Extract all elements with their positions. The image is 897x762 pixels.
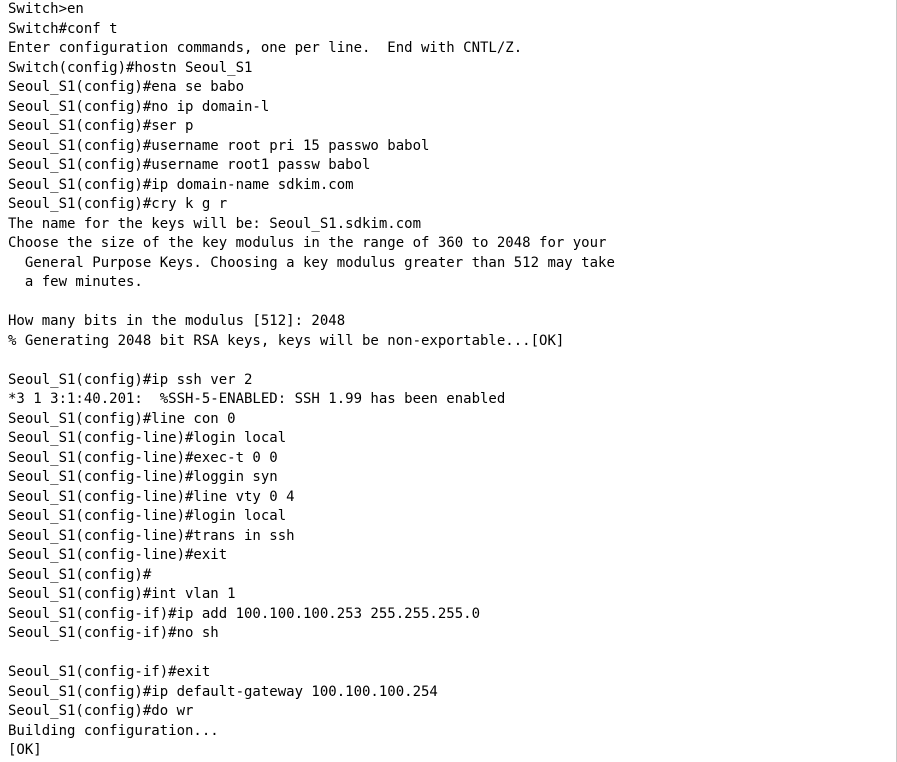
terminal-line: Seoul_S1(config-if)#exit bbox=[8, 664, 211, 680]
terminal-line: Seoul_S1(config-if)#ip add 100.100.100.253 255.255.255.0 bbox=[8, 605, 481, 622]
terminal-line: General Purpose Keys. Choosing a key modulus greater than 512 may take bbox=[8, 254, 615, 271]
terminal-line: % Generating 2048 bit RSA keys, keys will be non-exportable...[OK] bbox=[8, 332, 565, 349]
terminal-line: Seoul_S1(config)#ip ssh ver 2 bbox=[8, 371, 253, 388]
terminal-line: Enter configuration commands, one per line. End with CNTL/Z. bbox=[8, 40, 523, 56]
terminal-line: How many bits in the modulus [512]: 2048 bbox=[8, 313, 346, 329]
terminal-line: Seoul_S1(config)#line con 0 bbox=[8, 410, 236, 427]
terminal-output[interactable] bbox=[8, 0, 892, 762]
terminal-line bbox=[8, 644, 892, 664]
terminal-line: Seoul_S1(config)# bbox=[8, 566, 152, 583]
terminal-line: Seoul_S1(config)#cry k g r bbox=[8, 196, 228, 212]
terminal-line: Seoul_S1(config-if)#no sh bbox=[8, 625, 219, 641]
terminal-line: Seoul_S1(config)#ip default-gateway 100.100.100.254 bbox=[8, 683, 438, 700]
terminal-line: *3 1 3:1:40.201: %SSH-5-ENABLED: SSH 1.99 has been enabled bbox=[8, 391, 506, 407]
terminal-line: Seoul_S1(config)#ena se babo bbox=[8, 79, 245, 95]
terminal-line: Seoul_S1(config-line)#trans in ssh bbox=[8, 527, 295, 544]
terminal-line: Seoul_S1(config)#ip domain-name sdkim.com bbox=[8, 176, 354, 193]
terminal-line: Seoul_S1(config)#username root1 passw babol bbox=[8, 157, 371, 173]
terminal-line: a few minutes. bbox=[8, 274, 143, 290]
terminal-line: The name for the keys will be: Seoul_S1.sdkim.com bbox=[8, 215, 422, 232]
terminal-line: Seoul_S1(config)#no ip domain-l bbox=[8, 98, 270, 115]
terminal-line: Seoul_S1(config)#username root pri 15 passwo babol bbox=[8, 137, 430, 154]
terminal-line: Seoul_S1(config)#do wr bbox=[8, 703, 194, 719]
terminal-line bbox=[8, 293, 892, 313]
terminal-line: Seoul_S1(config-line)#login local bbox=[8, 430, 287, 446]
terminal-line: Seoul_S1(config)#int vlan 1 bbox=[8, 586, 236, 602]
terminal-line: Choose the size of the key modulus in the range of 360 to 2048 for your bbox=[8, 235, 607, 251]
terminal-line: Seoul_S1(config-line)#login local bbox=[8, 508, 287, 524]
terminal-line: Switch>en bbox=[8, 1, 84, 17]
terminal-line: Building configuration... bbox=[8, 722, 219, 739]
terminal-line: Seoul_S1(config)#ser p bbox=[8, 118, 194, 134]
terminal-line: Switch#conf t bbox=[8, 20, 118, 37]
terminal-line: Switch(config)#hostn Seoul_S1 bbox=[8, 59, 253, 76]
terminal-line: Seoul_S1(config-line)#exec-t 0 0 bbox=[8, 449, 278, 466]
terminal-line: Seoul_S1(config-line)#line vty 0 4 bbox=[8, 488, 295, 505]
terminal-line: [OK] bbox=[8, 742, 42, 758]
terminal-line bbox=[8, 351, 892, 371]
terminal-line: Seoul_S1(config-line)#loggin syn bbox=[8, 469, 278, 485]
terminal-line: Seoul_S1(config-line)#exit bbox=[8, 547, 228, 563]
